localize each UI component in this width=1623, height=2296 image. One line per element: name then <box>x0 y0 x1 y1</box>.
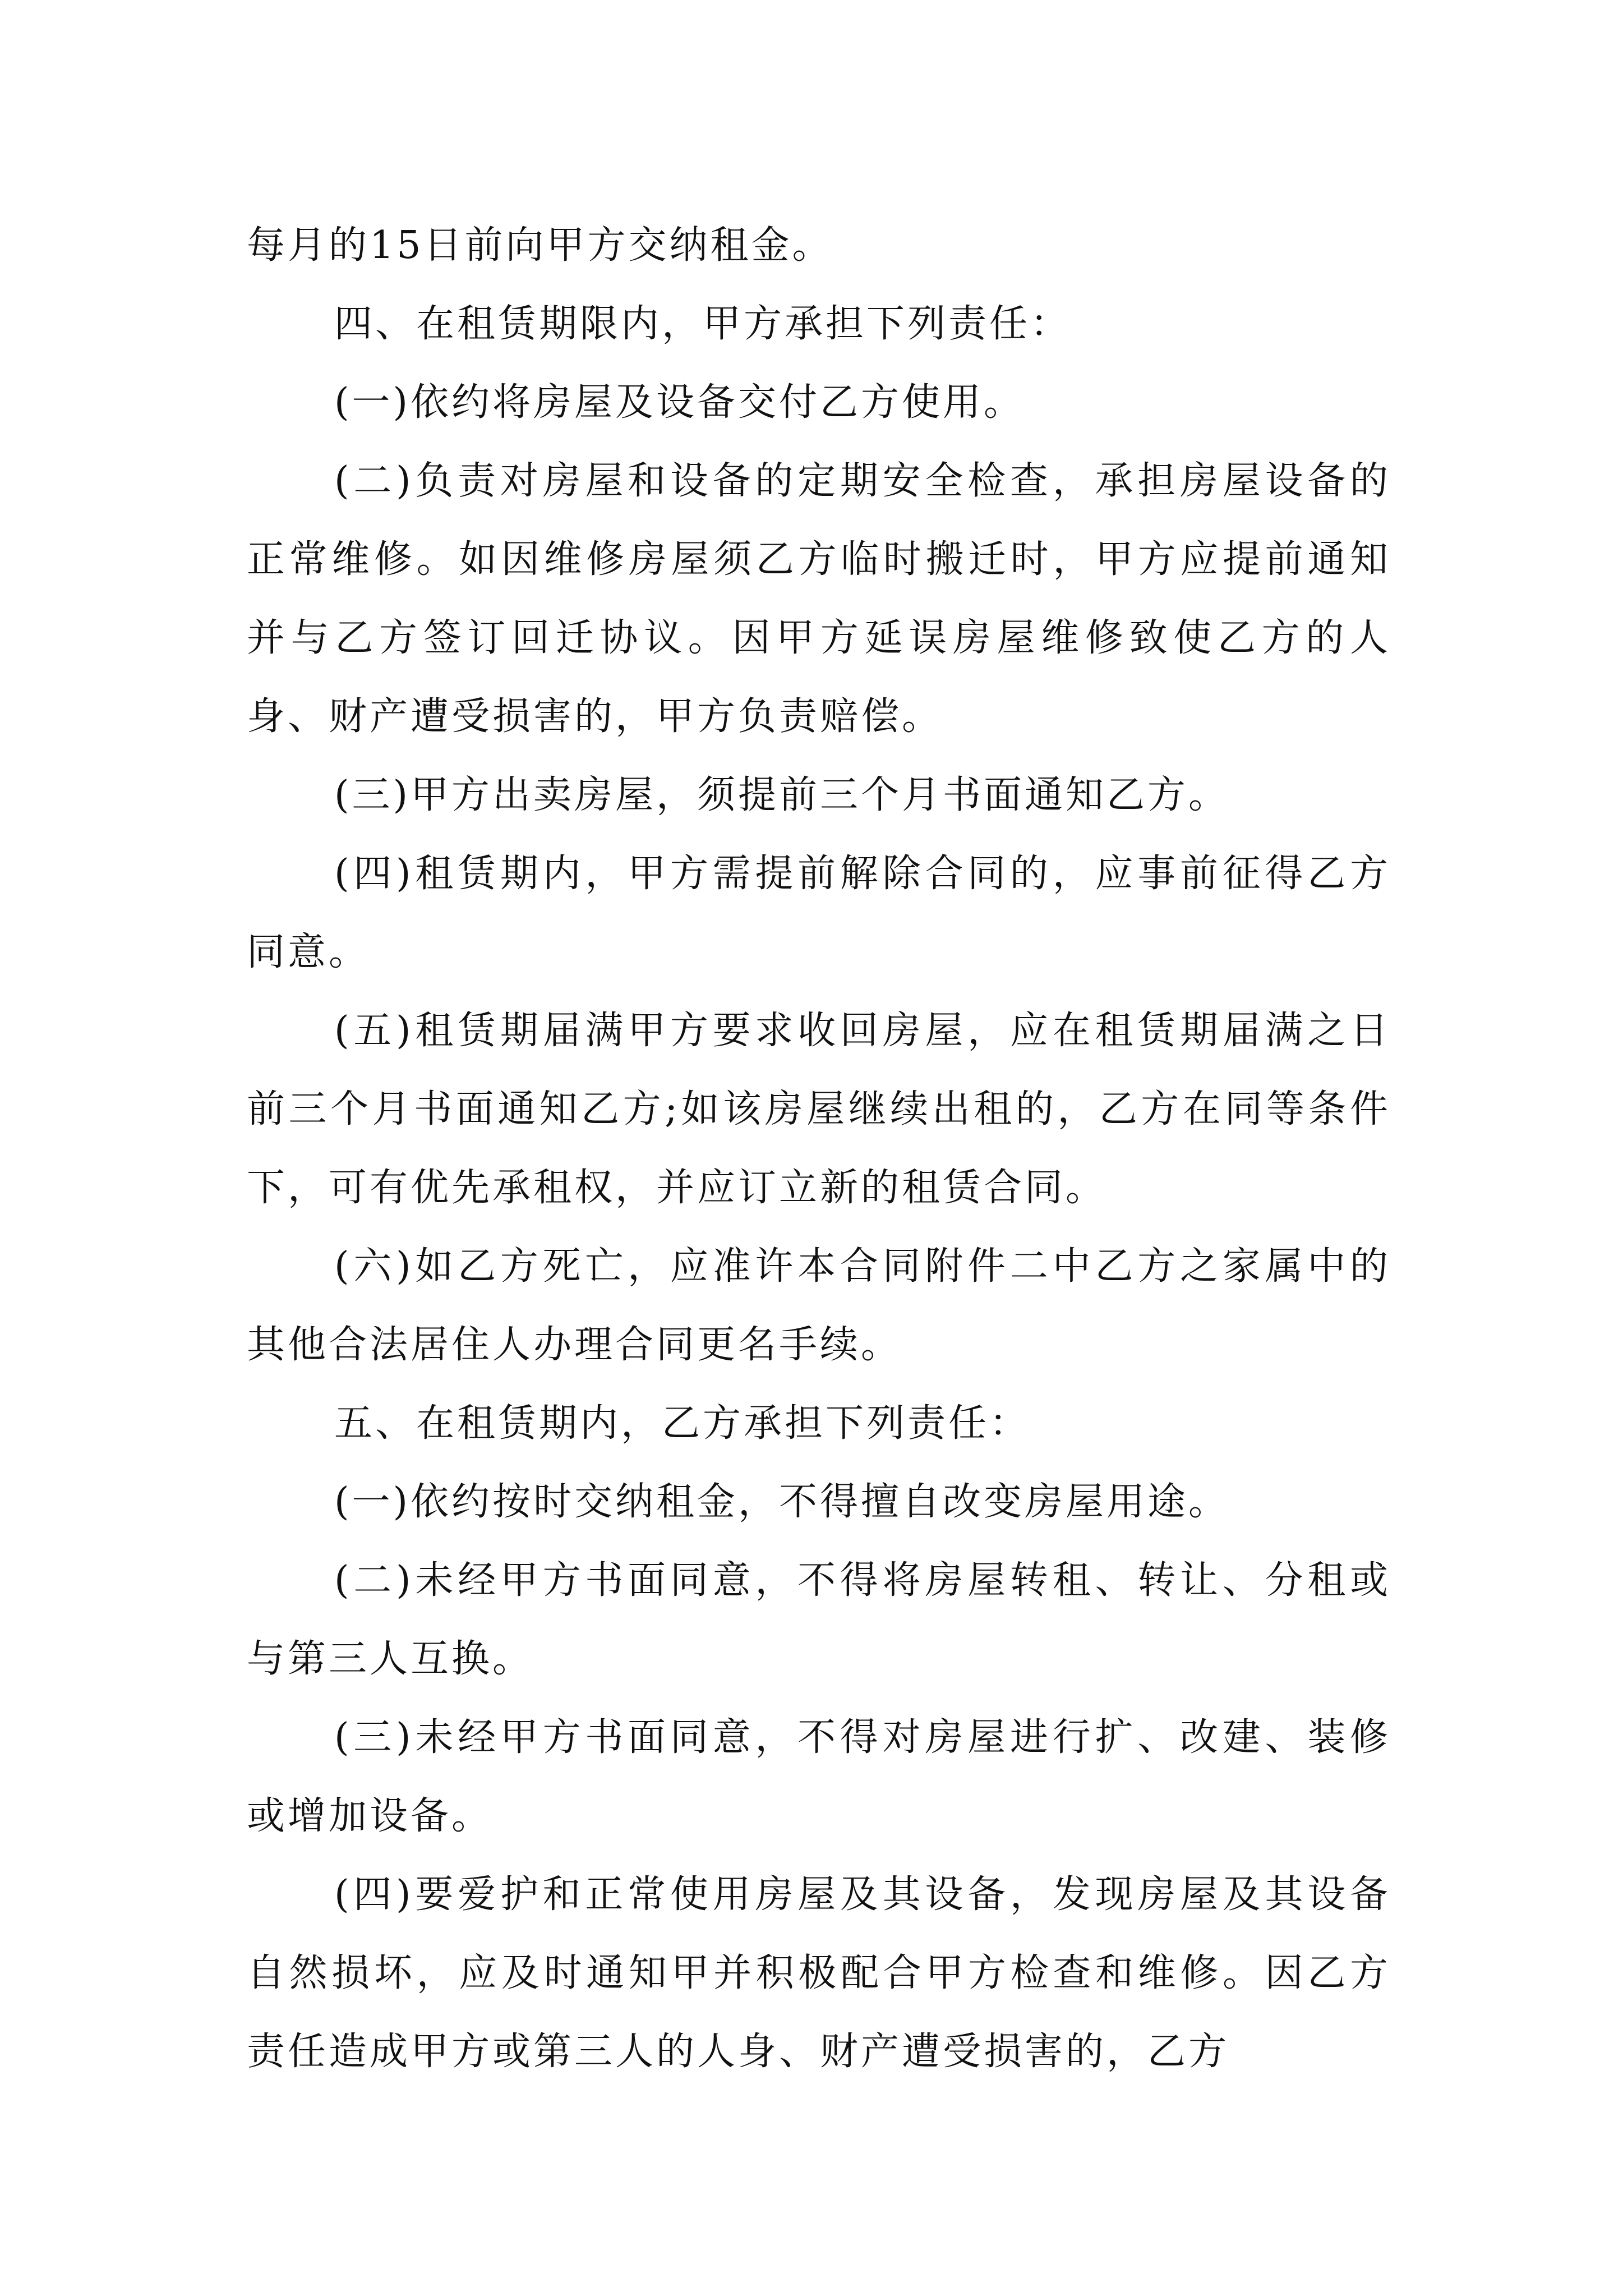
document-body <box>247 206 1391 2091</box>
paragraph: 五、在租赁期内，乙方承担下列责任： <box>334 1401 1031 1446</box>
paragraph: (一)依约将房屋及设备交付乙方使用。 <box>334 380 1025 425</box>
paragraph: (四)要爱护和正常使用房屋及其设备，发现房屋及其设备自然损坏，应及时通知甲并积极配合甲方检查和维修。因乙方责任造成甲方或第三人的人身、财产遭受损害的，乙方 <box>247 1872 1391 2074</box>
paragraph: (二)负责对房屋和设备的定期安全检查，承担房屋设备的正常维修。如因维修房屋须乙方临时搬迁时，甲方应提前通知并与乙方签订回迁协议。因甲方延误房屋维修致使乙方的人身、财产遭受损害的，甲方负责赔偿。 <box>247 459 1391 739</box>
paragraph: 四、在租赁期限内，甲方承担下列责任： <box>334 302 1072 346</box>
paragraph: (五)租赁期届满甲方要求收回房屋，应在租赁期届满之日前三个月书面通知乙方;如该房屋继续出租的，乙方在同等条件下，可有优先承租权，并应订立新的租赁合同。 <box>247 1009 1391 1210</box>
paragraph: (六)如乙方死亡，应准许本合同附件二中乙方之家属中的其他合法居住人办理合同更名手续。 <box>247 1244 1391 1367</box>
paragraph: (二)未经甲方书面同意，不得将房屋转租、转让、分租或与第三人互换。 <box>247 1558 1391 1681</box>
paragraph: (一)依约按时交纳租金，不得擅自改变房屋用途。 <box>334 1480 1230 1524</box>
paragraph: (三)甲方出卖房屋，须提前三个月书面通知乙方。 <box>334 773 1230 817</box>
paragraph: (三)未经甲方书面同意，不得对房屋进行扩、改建、装修或增加设备。 <box>247 1715 1391 1838</box>
paragraph: 每月的15日前向甲方交纳租金。 <box>247 223 833 268</box>
paragraph: (四)租赁期内，甲方需提前解除合同的，应事前征得乙方同意。 <box>247 852 1391 974</box>
